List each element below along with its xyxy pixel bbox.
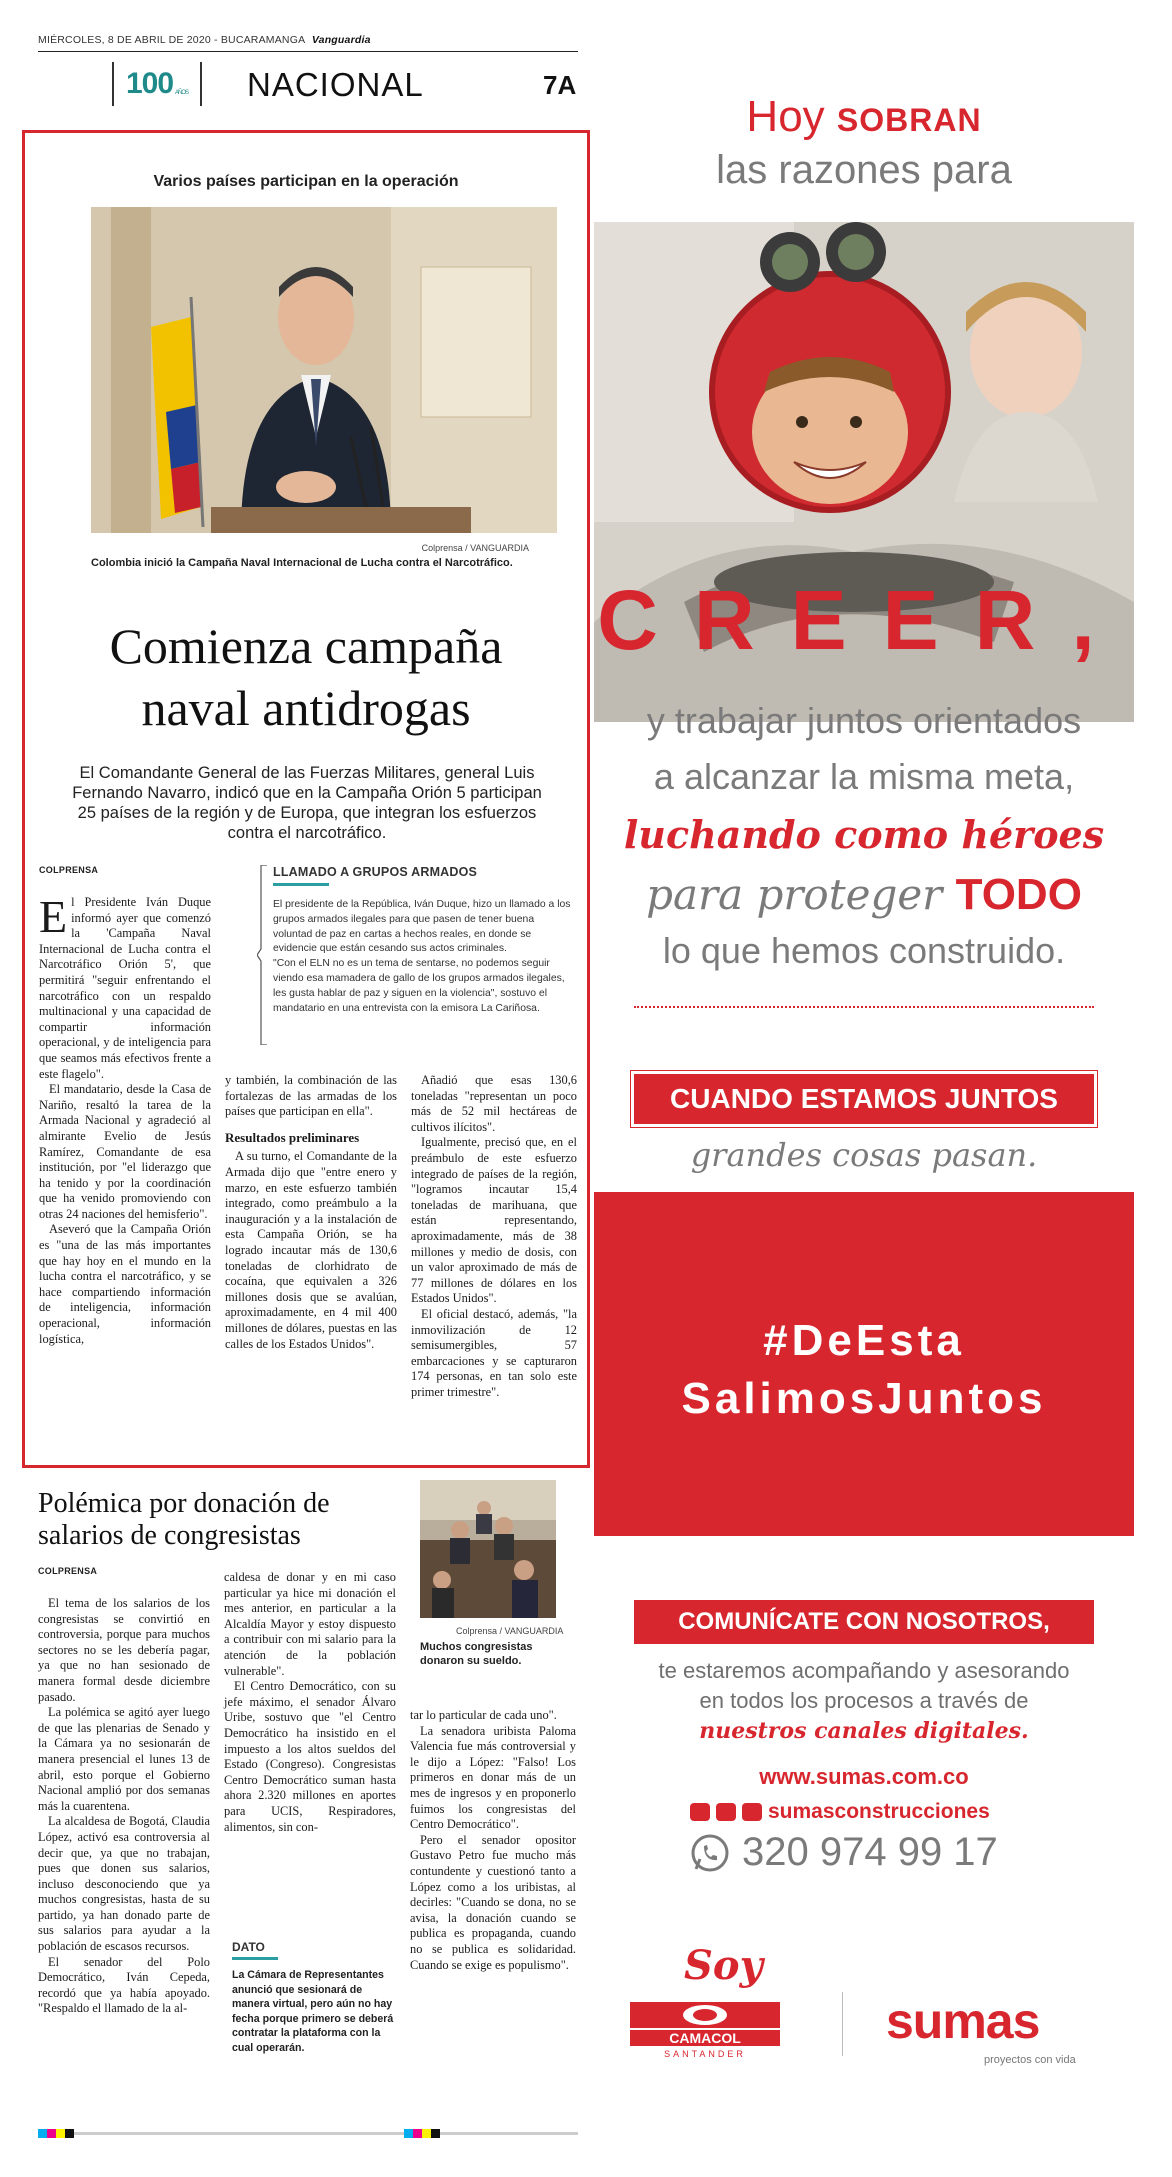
dato-box (232, 1940, 402, 2056)
ad-hoy-word: Hoy (746, 92, 825, 141)
congress-illustration (420, 1480, 556, 1618)
yellow-mark (56, 2129, 65, 2138)
ad-comunicate: COMUNÍCATE CON NOSOTROS, (634, 1600, 1094, 1644)
ad-creer: CREER, (597, 573, 1131, 667)
sidebar-paragraph: "Con el ELN no es un tema de sentarse, no podemos seguir viendo esa mamadera de gallo de los grupos armados ilegales, les gusta hablar de paz y siguen en la violencia", sostuvo el mandatario en una entrevista con la emisora La Cariñosa. (273, 958, 565, 1014)
congress-photo (420, 1480, 556, 1618)
ad-small-3: nuestros canales digitales. (699, 1718, 1029, 1744)
ad-website-link[interactable]: www.sumas.com.co (759, 1764, 969, 1789)
second-photo-credit: Colprensa / VANGUARDIA (456, 1626, 564, 1636)
paragraph: La alcaldesa de Bogotá, Claudia López, activó esa controversia al decir que, ya que no trabajan, pues que donen sus salarios, incluso desconociendo que ya muchos congresistas, hasta de su partido, ya han donado parte de sus salarios para ayudar a la población de escasos recursos. (38, 1814, 210, 1954)
header-rule (38, 51, 578, 52)
headline-line-1: Comienza campaña (109, 618, 503, 674)
facebook-icon (742, 1803, 762, 1821)
paragraph: Igualmente, precisó que, en el preámbulo de este esfuerzo integrado de países de la región, "logramos incautar 15,4 toneladas de marihuana, que están representando, aproximadamente, más de 38 millones y medio de dosis, con un valor aproximado de más de 77 millones de dólares en los Estados Unidos". (411, 1135, 577, 1306)
dateline-text: MIÉRCOLES, 8 DE ABRIL DE 2020 - BUCARAMANGA (38, 34, 305, 46)
dato-accent-bar (232, 1957, 278, 1960)
sidebar-accent-bar (273, 883, 329, 886)
ad-sobran: SOBRAN (836, 102, 982, 138)
page-number: 7A (543, 70, 577, 100)
article-column-1 (39, 891, 211, 1347)
bracket-icon (257, 865, 269, 1045)
camacol-text: CAMACOL (669, 2030, 741, 2046)
anniversary-number: 100 (125, 67, 174, 100)
paragraph: El Centro Democrático, con su jefe máximo, el senador Álvaro Uribe, sostuvo que "el Centro Democrático ha insistido en el impuesto a los altos sueldos del Estado (Congreso). Congresistas Centro Democrático suman hasta ahora 2.320 millones en aportes para UCIS, Respiradores, alimentos, sin con- (224, 1679, 396, 1834)
second-column-2 (224, 1570, 396, 1835)
cyan-mark (404, 2129, 413, 2138)
subheading: Resultados preliminares (225, 1129, 360, 1145)
ad-hashtag-2: SalimosJuntos (681, 1374, 1047, 1423)
dato-title: DATO (232, 1940, 265, 1954)
headline-line-2: naval antidrogas (141, 680, 471, 736)
paragraph: y también, la combinación de las fortalezas de las armadas de los países que participan en ella". (225, 1073, 397, 1119)
ad-line-1: y trabajar juntos orientados (646, 700, 1082, 741)
sumas-advertisement (594, 62, 1134, 2132)
ad-razones: las razones para (716, 148, 1012, 192)
main-article (22, 130, 590, 1468)
magenta-mark (47, 2129, 56, 2138)
whatsapp-icon (690, 1833, 730, 1873)
paragraph: El oficial destacó, además, "la inmovilización de 12 semisumergibles, 57 embarcaciones y se capturaron 174 personas, en tan solo este primer trimestre". (411, 1306, 577, 1399)
color-registration-marks (404, 2129, 440, 2138)
sumas-tagline: proyectos con vida (984, 2054, 1076, 2066)
santander-text: SANTANDER (664, 2049, 746, 2059)
ad-soy: Soy (684, 1942, 763, 1989)
paragraph: El senador del Polo Democrático, Iván Cepeda, recordó que ya había apoyado. "Respaldo el llamado de la al- (38, 1954, 210, 2016)
sidebar-paragraph: El presidente de la República, Iván Duque, hizo un llamado a los grupos armados ilegales para que pasen de tener buena voluntad de paz en cartas a hechos reales, en donde se evidencie que están cesando sus actos criminales. (273, 899, 571, 955)
ad-line-2: a alcanzar la misma meta, (653, 756, 1075, 797)
president-illustration (91, 207, 557, 533)
president-photo (91, 207, 557, 533)
paragraph: El tema de los salarios de los congresistas se convirtió en controversia, porque para muchos sectores no se les debería pagar, ya que no han sesionado de manera formal desde diciembre pasado. (38, 1596, 210, 1704)
paragraph-text: l Presidente Iván Duque informó ayer que comenzó la 'Campaña Naval Internacional de Lucha contra el Narcotráfico Orión 5', que permitirá "seguir enfrentando el narcotráfico con un respaldo multinacional y una capacidad de compartir información operacional, y de inteligencia para que seamos más efectivos frente a este flagelo". (39, 895, 211, 1081)
youtube-icon (690, 1803, 710, 1821)
ad-phone-number: 320 974 99 17 (742, 1830, 998, 1874)
sidebar-text (273, 898, 573, 1016)
second-headline: Polémica por donación de salarios de congresistas (38, 1488, 330, 1551)
black-mark (65, 2129, 74, 2138)
article-kicker: Varios países participan en la operación (153, 173, 459, 190)
ad-line-4 (594, 870, 1134, 920)
ad-line-5: lo que hemos construido. (662, 930, 1066, 971)
ad-grandes-cosas: grandes cosas pasan. (690, 1136, 1038, 1174)
footer-rule (38, 2132, 578, 2135)
section-title: NACIONAL (247, 66, 424, 103)
yellow-mark (422, 2129, 431, 2138)
paragraph: Aseveró que la Campaña Orión es "una de las más importantes que hay hoy en el mundo en la lucha contra el narcotráfico, y se hace compartiendo información de inteligencia, información operacional, información logística, (39, 1222, 211, 1346)
sidebar-title: LLAMADO A GRUPOS ARMADOS (273, 865, 478, 879)
paragraph: A su turno, el Comandante de la Armada dijo que "entre enero y marzo, en este esfuerzo también integrado, como preámbulo a la inauguración y a la instalación de esta Campaña Orión, se ha logrado incautar más de 130,6 toneladas de clorhidrato de cocaína, que equivalen a 326 millones dosis que se avalúan, aproximadamente, en 4 mil 400 millones de dólares, puestas en las calles de los Estados Unidos". (225, 1149, 397, 1351)
ad-small-2: en todos los procesos a través de (699, 1688, 1029, 1713)
ad-small-1: te estaremos acompañando y asesorando (658, 1658, 1070, 1683)
anniversary-small: AÑOS (175, 90, 189, 96)
article-deck: El Comandante General de las Fuerzas Militares, general Luis Fernando Navarro, indicó que en la Campaña Orión 5 participan 25 países de la región y de Europa, que integran los esfuerzos contra el narcotráfico. (72, 764, 542, 842)
paragraph: La polémica se agitó ayer luego de que las plenarias de Senado y la Cámara ya no sesionarán de manera presencial el lunes 13 de abril, esto porque el Gobierno Nacional amplió por dos semanas más la cuarentena. (38, 1705, 210, 1813)
ad-cuando-estamos: CUANDO ESTAMOS JUNTOS (634, 1074, 1094, 1124)
drop-cap: E (39, 891, 68, 942)
dato-text: La Cámara de Representantes anunció que sesionará de manera virtual, pero aún no hay fecha porque primero se deberá contratar la plataforma con la cual operarán. (232, 1969, 394, 2054)
article-column-3 (411, 1073, 577, 1400)
camacol-logo (630, 2002, 780, 2060)
ad-line-3: luchando como héroes (623, 812, 1105, 857)
paragraph: La senadora uribista Paloma Valencia fue más controversial y le dijo a López: "Falso! Los primeros en donar más de un mes de ingresos y en proponerlo fuimos los congresistas del Centro Democrático". (410, 1723, 576, 1832)
ad-hashtag (594, 1312, 1134, 1428)
second-column-1 (38, 1596, 210, 2017)
black-mark (431, 2129, 440, 2138)
anniversary-logo (112, 62, 202, 106)
color-registration-marks (38, 2129, 74, 2138)
second-column-3 (410, 1708, 576, 1973)
paragraph: tar lo particular de cada uno". (410, 1708, 557, 1722)
paragraph: El mandatario, desde la Casa de Nariño, resaltó la tarea de la Armada Nacional y agradeció al almirante Evelio de Jesús Ramírez, Comandante de esa institución, por "el liderazgo que ha tenido y por la coordinación que ha venido promoviendo con otras 24 naciones del hemisferio". (39, 1082, 211, 1221)
sidebar-box (273, 865, 573, 1016)
second-photo-caption: Muchos congresistas donaron su sueldo. (420, 1641, 533, 1667)
ad-logo-separator (842, 1992, 843, 2056)
paragraph: caldesa de donar y en mi caso particular ya hice mi donación el mes anterior, en particular a la Alcaldía Mayor y estoy dispuesto a contribuir con mi salario para la atención de la población vulnerable". (224, 1570, 396, 1678)
paragraph (39, 891, 211, 1082)
cyan-mark (38, 2129, 47, 2138)
paragraph: Añadió que esas 130,6 toneladas "representan un poco más de 52 mil hectáreas de cultivos ilícitos". (411, 1073, 577, 1134)
ad-hashtag-1: #DeEsta (763, 1316, 965, 1365)
ad-social-text: sumasconstrucciones (768, 1800, 990, 1823)
instagram-icon (716, 1803, 736, 1821)
dateline (38, 34, 578, 46)
photo-caption: Colombia inició la Campaña Naval Internacional de Lucha contra el Narcotráfico. (91, 557, 513, 569)
ad-social-handle[interactable] (690, 1800, 990, 1824)
ad-phone[interactable] (690, 1830, 998, 1875)
ad-dotted-divider (634, 1006, 1094, 1008)
second-byline: COLPRENSA (38, 1566, 98, 1576)
article-byline: COLPRENSA (39, 865, 99, 875)
brand-name: Vanguardia (311, 34, 371, 46)
photo-credit: Colprensa / VANGUARDIA (421, 543, 529, 553)
ad-line-4a: para proteger (646, 870, 943, 919)
sumas-logo: sumas (886, 1993, 1040, 2049)
ad-hoy (594, 92, 1134, 142)
paragraph: Pero el senador opositor Gustavo Petro fue mucho más contundente y cuestionó tanto a López como a los uribistas, al decirles: "Cuando se dona, no se avisa, la donación cuando se publica es propaganda, cuando no se publica es solidaridad. Cuando se exige es populismo". (410, 1832, 576, 1972)
magenta-mark (413, 2129, 422, 2138)
article-column-2 (225, 1073, 397, 1352)
ad-line-4b: TODO (955, 870, 1082, 919)
article-headline (25, 615, 587, 739)
